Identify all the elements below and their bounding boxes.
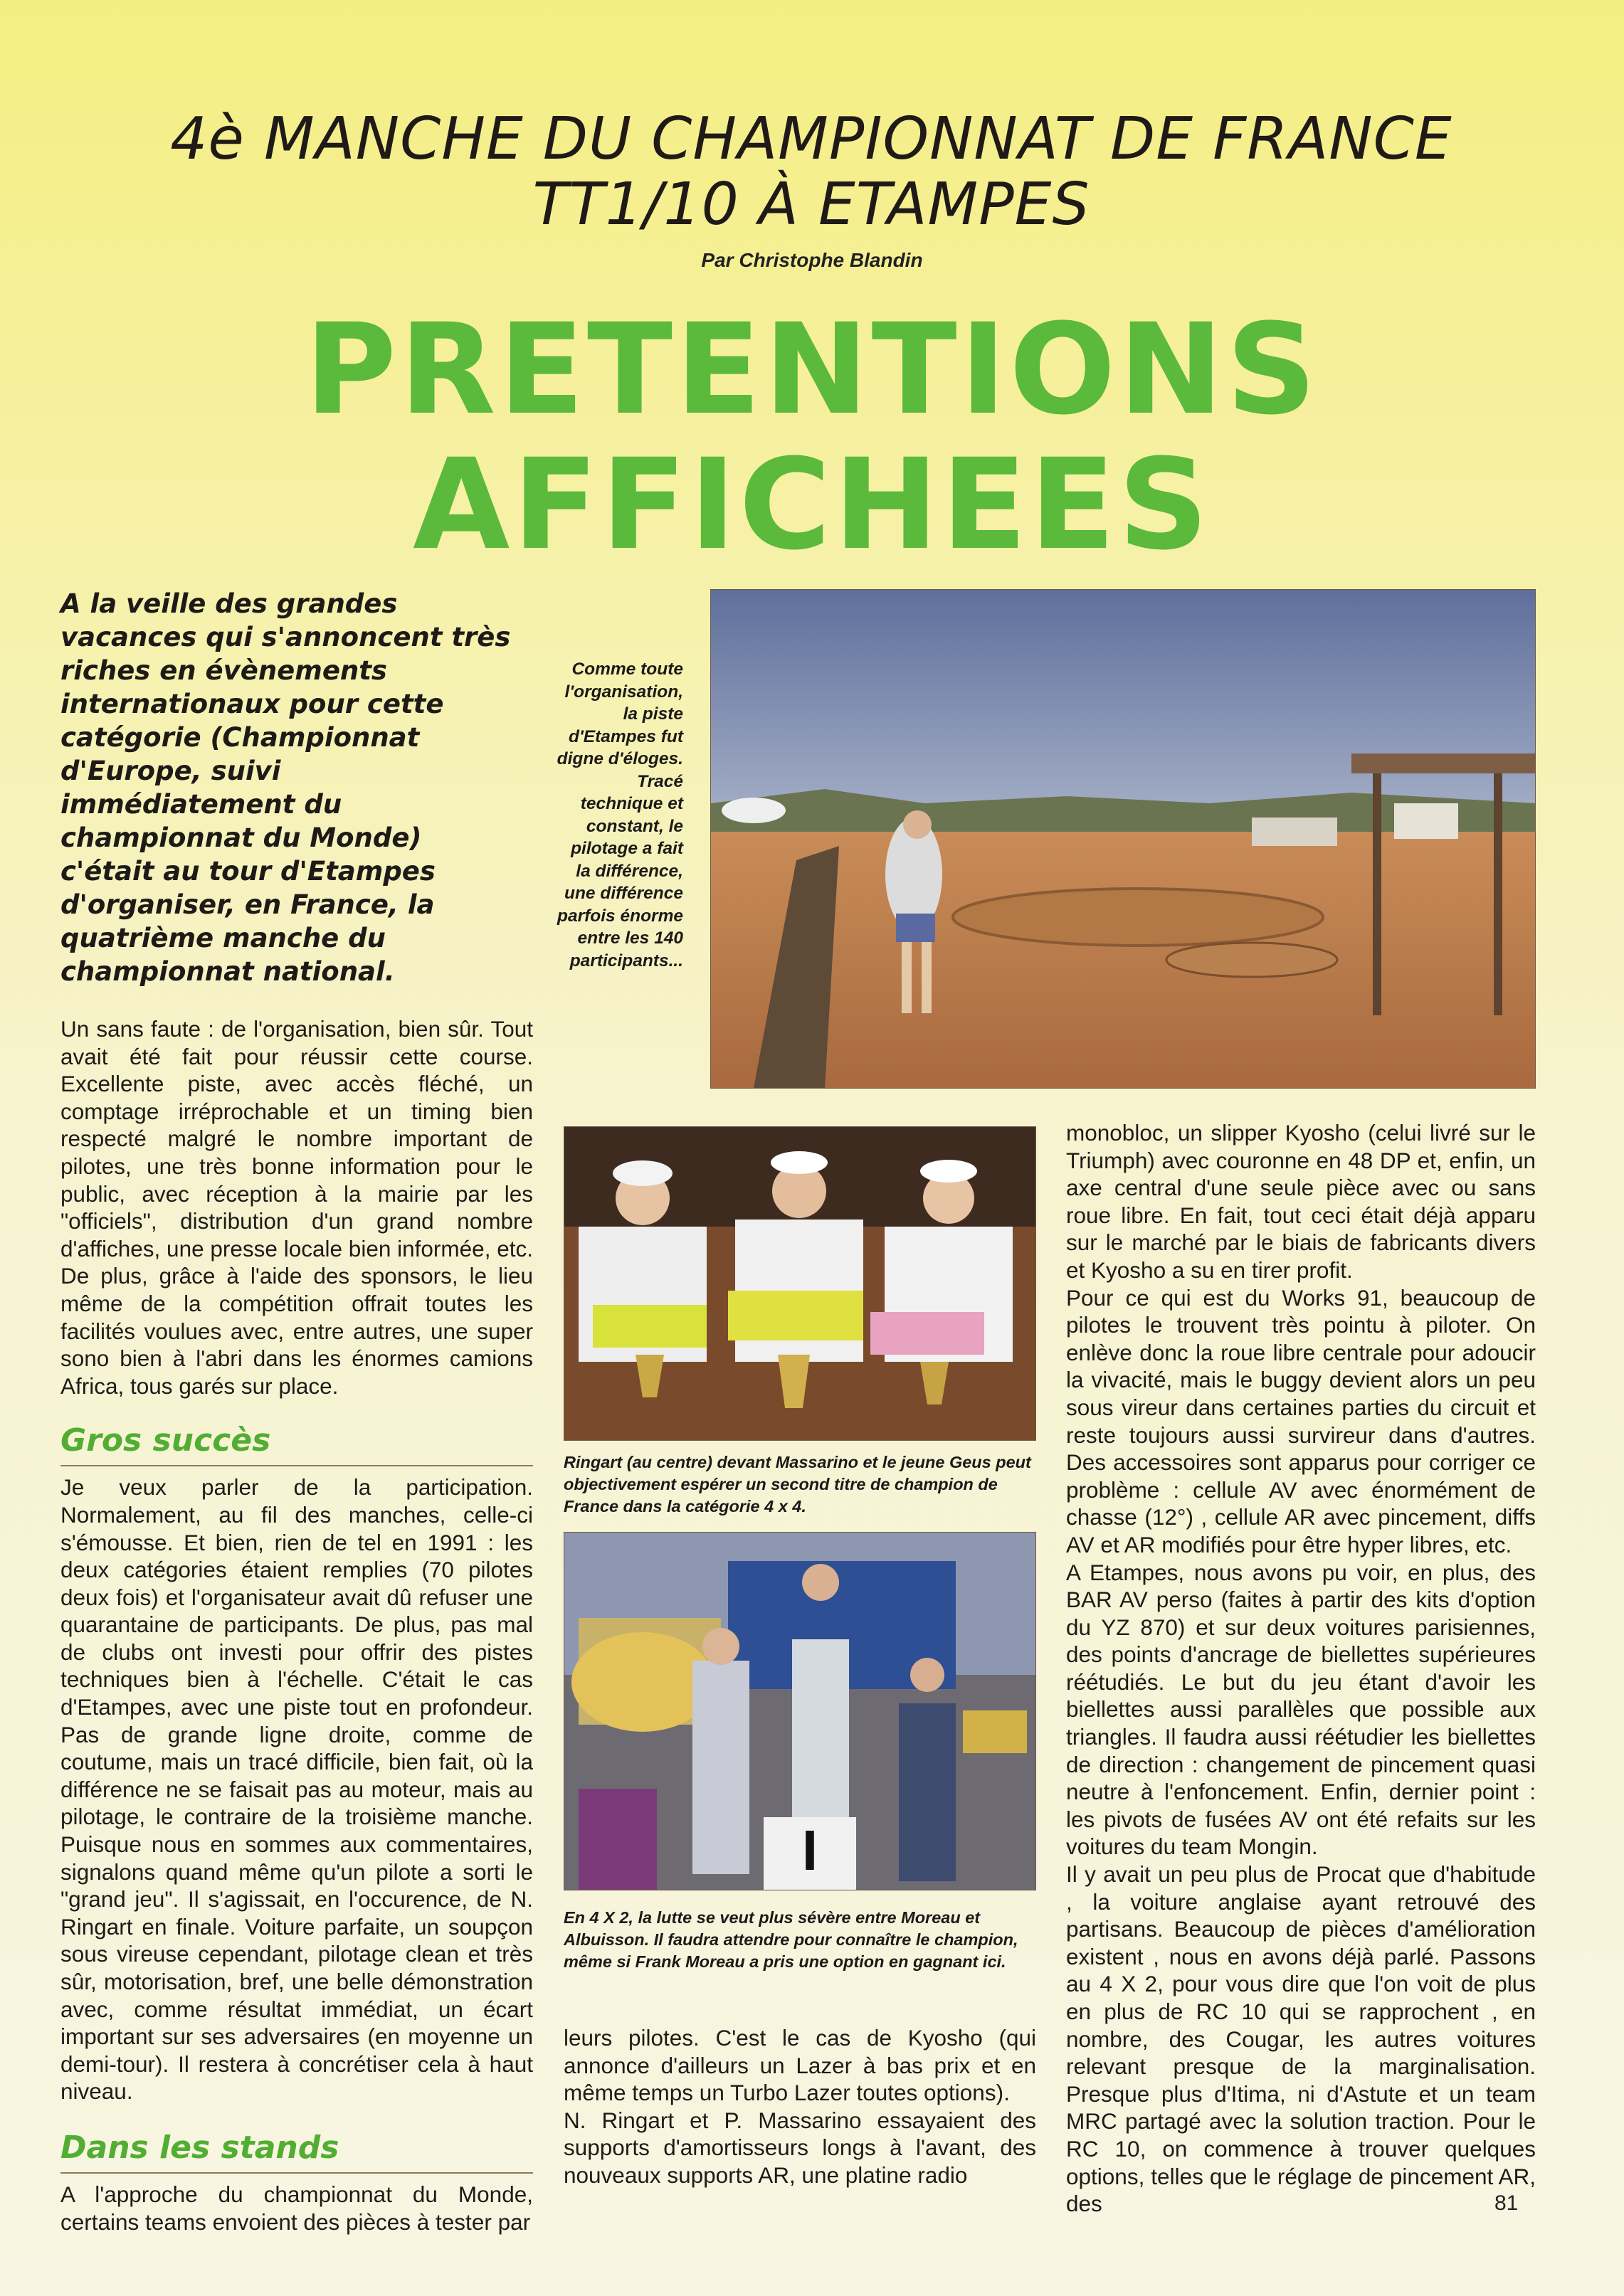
track-photo-caption: Comme toute l'organisation, la piste d'Etampes fut digne d'éloges. Tracé technique et constant, le pilotage a fait la différence, une différence parfois énorme entre les 140 participants... xyxy=(557,660,683,970)
col3-paragraph-2: Pour ce qui est du Works 91, beaucoup de pilotes le trouvent très pointu à piloter. On enlève donc la roue libre centrale pour adoucir la vivacité, mais le buggy devient alors un peu sous vireur dans certaines parties du circuit et reste toujours aussi survireur dans d'autres. Des accessoires sont apparus pour corriger ce problème : cellule AV avec énormément de chasse (12°) , cellule AR avec pincement, diffs AV et AR modifiés pour être hyper libres, etc. xyxy=(1066,1284,1536,1557)
column-2 xyxy=(564,2024,1036,2189)
column-1 xyxy=(60,1015,533,2236)
column-3 xyxy=(1066,1119,1536,2218)
podium-number: I xyxy=(801,1819,818,1882)
trophies-photo xyxy=(564,1126,1036,1441)
col1-paragraph-3: A l'approche du championnat du Monde, certains teams envoient des pièces à tester par xyxy=(60,2181,533,2235)
col3-paragraph-3: A Etampes, nous avons pu voir, en plus, des BAR AV perso (faites à partir des kits d'option du YZ 870) et sur deux voitures parisiennes, des points d'ancrage de biellettes supérieures réétudiés. Le but du jeu étant d'avoir les biellettes aussi parallèles que possible aux triangles. Il faudra aussi réétudier les biellettes de direction : changement de pincement quasi neutre à l'enfoncement. Enfin, dernier point : les pivots de fusées AV ont été refaits sur les voitures du team Mongin. xyxy=(1066,1559,1536,1860)
lede-paragraph: A la veille des grandes vacances qui s'annoncent très riches en évènements internationaux pour cette catégorie (Championnat d'Europe, suivi immédiatement du championnat du Monde) c'était au tour d'Etampes d'organiser, en France, la quatrième manche du championnat national. xyxy=(60,588,511,987)
track-photo-image xyxy=(711,590,1535,1088)
podium-photo xyxy=(564,1532,1036,1890)
trophies-photo-caption: Ringart (au centre) devant Massarino et le jeune Geus peut objectivement espérer un second titre de champion de France dans la catégorie 4 x 4. xyxy=(564,1453,1031,1515)
podium-photo-caption: En 4 X 2, la lutte se veut plus sévère entre Moreau et Albuisson. Il faudra attendre pour connaître le champion, même si Frank Moreau a pris une option en gagnant ici. xyxy=(564,1908,1018,1971)
headline xyxy=(57,297,1567,578)
col3-paragraph-4: Il y avait un peu plus de Procat que d'habitude , la voiture anglaise ayant retrouvé des partisans. Beaucoup de pièces d'amélioration existent , nous en avons déjà parlé. Passons au 4 X 2, pour vous dire que l'on voit de plus en plus de RC 10 qui se rapprochent , en nombre, des Cougar, les autres voitures relevant presque de la marginalisation. Presque plus d'Itima, ni d'Astute et un team MRC partagé avec la solution traction. Pour le RC 10, on commence à trouver quelques options, telles que le réglage de pincement AR, des xyxy=(1066,1861,1536,2217)
col1-paragraph-2: Je veux parler de la participation. Normalement, au fil des manches, celle-ci s'émousse. Et bien, rien de tel en 1991 : les deux catégories étaient remplies (70 pilotes deux fois) et l'organisateur avait dû refuser une quarantaine de participants. De plus, pas mal de clubs ont investi pour offrir des pistes techniques bien à l'échelle. C'était le cas d'Etampes, avec une piste tout en profondeur. Pas de grande ligne droite, comme de coutume, mais un tracé difficile, bien fait, où la différence ne se faisait pas au moteur, mais au pilotage, le contraire de la troisième manche. Puisque nous en sommes aux commentaires, signalons quand même qu'un pilote a sorti le "grand jeu". Il s'agissait, en l'occurence, de N. Ringart en finale. Voiture parfaite, un soupçon sous vireuse cependant, pilotage clean et très sûr, motorisation, bref, une belle démonstration avec, comme résultat immédiat, un écart important sur ses adversaires (en moyenne un demi-tour). Il restera à concrétiser cela à haut niveau. xyxy=(60,1474,533,2105)
supertitle-line-1: 4è MANCHE DU CHAMPIONNAT DE FRANCE xyxy=(170,105,1452,173)
page-number: 81 xyxy=(1494,2191,1519,2215)
headline-line-2: AFFICHEES xyxy=(413,432,1211,578)
trophies-photo-image xyxy=(564,1127,1035,1440)
col2-paragraph-1: leurs pilotes. C'est le cas de Kyosho (qui annonce d'ailleurs un Lazer à bas prix et en même temps un Turbo Lazer toutes options). xyxy=(564,2025,1036,2106)
headline-line-1: PRETENTIONS xyxy=(305,297,1319,443)
track-photo xyxy=(710,589,1536,1089)
col1-paragraph-1: Un sans faute : de l'organisation, bien sûr. Tout avait été fait pour réussir cette course. Excellente piste, avec accès fléché, un comptage irréprochable et un timing bien respecté malgré le nombre important de pilotes, une très bonne information pour le public, avec réception à la mairie par les "officiels", distribution d'un grand nombre d'affiches, une presse locale bien informée, etc. De plus, grâce à l'aide des sponsors, le lieu même de la compétition offrait toutes les facilités voulues avec, entre autres, une super sono bien à l'abri dans les énormes camions Africa, tous garés sur place. xyxy=(60,1016,533,1399)
subhead-rule xyxy=(60,1465,533,1466)
col3-paragraph-1: monobloc, un slipper Kyosho (celui livré sur le Triumph) avec couronne en 48 DP et, enfin, un axe central d'une seule pièce avec ou sans roue libre. En fait, tout ceci était déjà apparu sur le marché par le biais de fabricants divers et Kyosho a su en tirer profit. xyxy=(1066,1120,1536,1283)
subhead-gros-succes: Gros succès xyxy=(60,1422,271,1459)
subhead-rule xyxy=(60,2172,533,2174)
col2-paragraph-2: N. Ringart et P. Massarino essayaient des supports d'amortisseurs longs à l'avant, des nouveaux supports AR, une platine radio xyxy=(564,2107,1036,2188)
supertitle xyxy=(43,107,1580,238)
subhead-dans-les-stands: Dans les stands xyxy=(60,2129,339,2166)
supertitle-line-2: TT1/10 À ETAMPES xyxy=(532,171,1090,238)
byline: Par Christophe Blandin xyxy=(701,249,923,271)
